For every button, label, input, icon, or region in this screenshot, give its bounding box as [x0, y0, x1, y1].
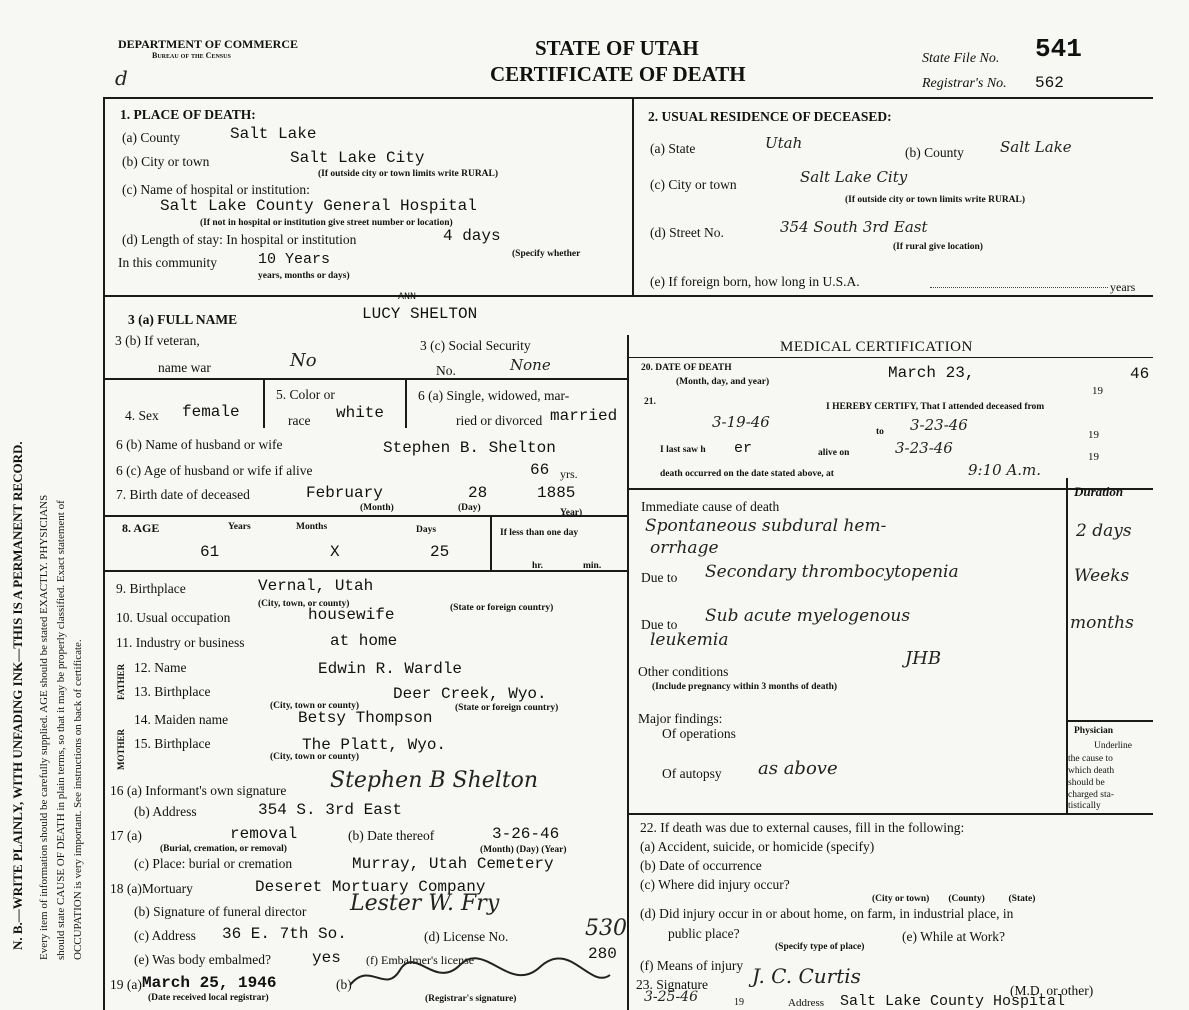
- immediate-cause-value-2: orrhage: [650, 538, 719, 558]
- birth-year-value: 1885: [537, 484, 576, 502]
- corner-mark: d: [115, 66, 128, 90]
- hospital-label: (c) Name of hospital or institution:: [122, 182, 310, 197]
- alive-19: 19: [1088, 451, 1099, 463]
- date-of-death-year: 46: [1130, 365, 1150, 383]
- age-label: 8. AGE: [122, 521, 160, 535]
- county-value: Salt Lake: [230, 125, 317, 143]
- row-border-sex: [103, 378, 627, 380]
- social-no-label: No.: [436, 363, 456, 378]
- age-days-value: 25: [430, 543, 450, 561]
- due-to-1-value: Secondary thrombocytopenia: [705, 562, 959, 582]
- date-of-death-value: March 23,: [888, 364, 975, 382]
- res-city-note: (If outside city or town limits write RURAL): [845, 195, 1026, 205]
- res-city-value: Salt Lake City: [800, 168, 908, 186]
- alive-on-value: 3-23-46: [895, 439, 953, 457]
- physician-note-6: tistically: [1068, 801, 1101, 811]
- mother-side-label: MOTHER: [116, 728, 126, 770]
- where-label: (c) Where did injury occur?: [640, 877, 790, 892]
- place-of-death-heading: 1. PLACE OF DEATH:: [120, 107, 256, 122]
- name-war-value: No: [290, 350, 317, 371]
- attended-to: 3-23-46: [910, 416, 968, 434]
- age-years-col: Years: [228, 522, 251, 532]
- embalmer-label: (f) Embalmer's license: [366, 953, 475, 967]
- place-value: Murray, Utah Cemetery: [352, 855, 554, 873]
- medical-heading: MEDICAL CERTIFICATION: [780, 339, 973, 355]
- informant-signature: Stephen B Shelton: [330, 768, 539, 793]
- of-autopsy-value: as above: [758, 758, 838, 779]
- date-thereof-label: (b) Date thereof: [348, 828, 435, 843]
- registrar-sig-note: (Registrar's signature): [425, 994, 517, 1004]
- birth-month-note: (Month): [360, 503, 394, 513]
- date-of-death-19: 19: [1092, 385, 1103, 397]
- state-title: STATE OF UTAH: [535, 36, 699, 60]
- mortuary-address-value: 36 E. 7th So.: [222, 925, 347, 943]
- home-label: (d) Did injury occur in or about home, on farm, in industrial place, in: [640, 906, 1014, 921]
- res-county-label: (b) County: [905, 145, 964, 160]
- physician-box-top: [1066, 720, 1153, 722]
- state-file-number: 541: [1035, 34, 1082, 64]
- place-label: (c) Place: burial or cremation: [134, 856, 293, 871]
- father-name-value: Edwin R. Wardle: [318, 660, 463, 678]
- disposal-note: (Burial, cremation, or removal): [160, 844, 287, 854]
- mother-birth-value: The Platt, Wyo.: [302, 736, 447, 754]
- physician-box-heading: Physician: [1074, 726, 1114, 736]
- community-value: 10 Years: [258, 251, 331, 268]
- father-name-label: 12. Name: [134, 660, 187, 675]
- medical-heading-line: [627, 357, 1153, 358]
- row-border-external: [627, 813, 1153, 815]
- birth-day-value: 28: [468, 484, 488, 502]
- occurred-label: death occurred on the date stated above, at: [660, 469, 834, 479]
- physician-note-5: charged sta-: [1068, 790, 1114, 800]
- informant-label: 16 (a) Informant's own signature: [110, 783, 287, 798]
- row-border-birthplace: [103, 570, 627, 572]
- certify-number: 21.: [644, 397, 656, 407]
- due-to-2-value-2: leukemia: [650, 630, 729, 650]
- county-label: (a) County: [122, 130, 181, 145]
- received-note: (Date received local registrar): [148, 993, 269, 1003]
- due-to-2-value: Sub acute myelogenous: [705, 606, 911, 626]
- immediate-cause-value: Spontaneous subdural hem-: [645, 516, 887, 536]
- physician-note-2: the cause to: [1068, 754, 1113, 764]
- birth-date-label: 7. Birth date of deceased: [116, 487, 250, 502]
- hr-label: hr.: [532, 561, 544, 571]
- physician-signature: J. C. Curtis: [752, 964, 861, 988]
- attended-19: 19: [1088, 429, 1099, 441]
- color-label: 5. Color or: [276, 387, 335, 402]
- stay-value: 4 days: [443, 227, 501, 245]
- public-place-note: (Specify type of place): [775, 942, 865, 952]
- spouse-age-label: 6 (c) Age of husband or wife if alive: [116, 463, 313, 478]
- department-label: DEPARTMENT OF COMMERCE: [118, 37, 299, 51]
- mother-name-label: 14. Maiden name: [134, 712, 229, 727]
- full-name-value: LUCY SHELTON: [362, 305, 478, 323]
- birthplace-value: Vernal, Utah: [258, 577, 374, 595]
- sex-label: 4. Sex: [125, 408, 159, 423]
- occupation-value: housewife: [308, 606, 395, 624]
- sex-divider: [263, 378, 265, 428]
- mortuary-value: Deseret Mortuary Company: [255, 878, 486, 896]
- name-war-label: name war: [158, 360, 211, 375]
- res-state-label: (a) State: [650, 141, 696, 156]
- instructions-line-3: OCCUPATION is very important. See instructions on back of certificate.: [72, 639, 84, 960]
- community-label: In this community: [118, 255, 217, 270]
- external-causes-label: 22. If death was due to external causes, fill in the following:: [640, 820, 965, 835]
- date-thereof-value: 3-26-46: [492, 825, 560, 843]
- certify-text: I HEREBY CERTIFY, That I attended deceased from: [826, 402, 1045, 412]
- res-foreign-line: [930, 287, 1108, 288]
- section-border: [103, 295, 1153, 297]
- res-foreign-label: (e) If foreign born, how long in U.S.A.: [650, 274, 860, 289]
- physician-note-4: should be: [1068, 778, 1105, 788]
- res-street-value: 354 South 3rd East: [780, 218, 928, 236]
- date-of-death-label: 20. DATE OF DEATH: [641, 363, 732, 373]
- other-conditions-note: (Include pregnancy within 3 months of death): [652, 682, 838, 692]
- age-years-value: 61: [200, 543, 220, 561]
- physician-note-3: which death: [1068, 766, 1115, 776]
- less-day-label: If less than one day: [500, 528, 579, 538]
- due-to-2-duration: months: [1070, 613, 1134, 633]
- sex-value: female: [182, 403, 240, 421]
- age-months-col: Months: [296, 522, 328, 532]
- attended-from: 3-19-46: [712, 413, 770, 431]
- age-divider: [490, 515, 492, 570]
- physician-address-label: Address: [788, 997, 825, 1009]
- birth-month-value: February: [306, 484, 383, 502]
- father-birth-label: 13. Birthplace: [134, 684, 211, 699]
- mortuary-label: 18 (a)Mortuary: [110, 881, 193, 896]
- due-to-2-label: Due to: [641, 617, 678, 632]
- license-value: 530: [585, 916, 627, 941]
- hospital-note: (If not in hospital or institution give street number or location): [200, 218, 453, 228]
- physician-note-1: Underline: [1094, 741, 1132, 751]
- birth-day-note: (Day): [458, 503, 481, 513]
- means-label: (f) Means of injury: [640, 958, 744, 973]
- duration-label: Duration: [1074, 484, 1124, 499]
- of-operations-label: Of operations: [662, 726, 736, 741]
- disposal-value: removal: [230, 825, 298, 843]
- age-days-col: Days: [416, 525, 437, 535]
- other-conditions-label: Other conditions: [638, 664, 729, 679]
- embalmer-value: 280: [588, 945, 617, 963]
- spouse-value: Stephen B. Shelton: [383, 439, 556, 457]
- father-town-note: (City, town or county): [270, 701, 360, 711]
- age-months-value: X: [330, 543, 340, 561]
- of-autopsy-label: Of autopsy: [662, 766, 722, 781]
- md-label: (M.D. or other): [1010, 983, 1094, 998]
- embalmed-value: yes: [312, 949, 341, 967]
- race-divider: [405, 378, 407, 428]
- permanent-record-note: N. B.—WRITE PLAINLY, WITH UNFADING INK—THIS IS A PERMANENT RECORD.: [10, 441, 25, 950]
- alive-on-label: alive on: [818, 448, 850, 458]
- date-of-death-note: (Month, day, and year): [676, 377, 770, 387]
- attended-to-label: to: [876, 427, 884, 437]
- res-city-label: (c) City or town: [650, 177, 737, 192]
- community-note: years, months or days): [258, 271, 350, 281]
- date-thereof-note: (Month) (Day) (Year): [480, 845, 567, 855]
- father-side-label: FATHER: [116, 663, 126, 700]
- city-label: (b) City or town: [122, 154, 210, 169]
- last-saw-value: er: [734, 440, 753, 457]
- birthplace-note-2: (State or foreign country): [450, 603, 554, 613]
- min-label: min.: [583, 561, 602, 571]
- occupation-label: 10. Usual occupation: [116, 610, 231, 625]
- instructions-line-1: Every item of information should be carefully supplied. AGE should be stated EXACTLY. PHYSICIANS: [38, 494, 50, 960]
- specify-note: (Specify whether: [512, 249, 581, 259]
- marital-label-2: ried or divorced: [456, 413, 543, 428]
- disposal-label: 17 (a): [110, 828, 142, 843]
- birth-year-note: Year): [560, 508, 583, 518]
- medical-divider: [627, 335, 629, 1010]
- due-to-1-label: Due to: [641, 570, 678, 585]
- res-state-value: Utah: [765, 134, 803, 152]
- while-at-work-label: (e) While at Work?: [902, 929, 1005, 944]
- state-file-label: State File No.: [922, 51, 1000, 66]
- occurred-value: 9:10 A.m.: [968, 461, 1042, 479]
- physician-initials: JHB: [905, 648, 942, 669]
- industry-label: 11. Industry or business: [116, 635, 245, 650]
- yrs-label: yrs.: [560, 467, 578, 481]
- certificate-title: CERTIFICATE OF DEATH: [490, 62, 746, 86]
- hospital-value: Salt Lake County General Hospital: [160, 197, 477, 215]
- received-value: March 25, 1946: [142, 974, 277, 992]
- race-value: white: [336, 404, 385, 422]
- mortuary-address-label: (c) Address: [134, 928, 196, 943]
- mother-birth-label: 15. Birthplace: [134, 736, 211, 751]
- industry-value: at home: [330, 632, 398, 650]
- due-to-1-duration: Weeks: [1074, 566, 1130, 586]
- occurrence-label: (b) Date of occurrence: [640, 858, 762, 873]
- immediate-duration: 2 days: [1076, 521, 1132, 541]
- where-note: (City or town) (County) (State): [872, 894, 1036, 904]
- accident-label: (a) Accident, suicide, or homicide (specify): [640, 839, 875, 854]
- registrar-number: 562: [1035, 74, 1064, 92]
- registrar-signature-scribble: [340, 955, 620, 1000]
- signature-label: 23. Signature: [636, 977, 708, 992]
- full-name-label: 3 (a) FULL NAME: [128, 312, 238, 327]
- city-value: Salt Lake City: [290, 149, 425, 167]
- license-label: (d) License No.: [424, 929, 509, 944]
- spouse-age-value: 66: [530, 461, 550, 479]
- top-border: [103, 97, 1153, 99]
- bureau-label: Bureau of the Census: [152, 51, 231, 60]
- birthplace-note-1: (City, town, or county): [258, 599, 350, 609]
- registrar-sig-label: (b): [336, 977, 352, 992]
- signature-date: 3-25-46: [644, 989, 698, 1005]
- veteran-label: 3 (b) If veteran,: [115, 333, 200, 348]
- director-signature: Lester W. Fry: [350, 891, 500, 916]
- city-note: (If outside city or town limits write RURAL): [318, 169, 499, 179]
- embalmed-label: (e) Was body embalmed?: [134, 952, 271, 967]
- signature-19: 19: [734, 997, 744, 1008]
- top-divider: [632, 97, 634, 297]
- social-no-value: None: [510, 356, 551, 374]
- father-state-note: (State or foreign country): [455, 703, 559, 713]
- left-border: [103, 97, 105, 1010]
- social-security-label: 3 (c) Social Security: [420, 338, 531, 353]
- immediate-cause-label: Immediate cause of death: [641, 499, 780, 514]
- marital-label: 6 (a) Single, widowed, mar-: [418, 388, 570, 403]
- residence-heading: 2. USUAL RESIDENCE OF DECEASED:: [648, 109, 892, 124]
- public-place-label: public place?: [668, 926, 740, 941]
- father-birth-value: Deer Creek, Wyo.: [393, 685, 547, 703]
- physician-address-value: Salt Lake County Hospital: [840, 993, 1066, 1010]
- last-saw-label: I last saw h: [660, 445, 706, 455]
- birthplace-label: 9. Birthplace: [116, 581, 186, 596]
- mother-name-value: Betsy Thompson: [298, 709, 433, 727]
- instructions-line-2: should state CAUSE OF DEATH in plain terms, so that it may be properly classified. Exact statement of: [55, 500, 67, 960]
- res-street-label: (d) Street No.: [650, 225, 724, 240]
- mother-town-note: (City, town or county): [270, 752, 360, 762]
- major-findings-label: Major findings:: [638, 711, 723, 726]
- informant-address-label: (b) Address: [134, 804, 197, 819]
- res-street-note: (If rural give location): [893, 242, 983, 252]
- race-label: race: [288, 413, 311, 428]
- full-name-insert: ANN: [398, 292, 417, 303]
- marital-value: married: [550, 407, 618, 425]
- registrar-number-label: Registrar's No.: [922, 76, 1007, 91]
- res-years-label: years: [1110, 280, 1136, 294]
- stay-label: (d) Length of stay: In hospital or institution: [122, 232, 357, 247]
- informant-address-value: 354 S. 3rd East: [258, 801, 403, 819]
- spouse-label: 6 (b) Name of husband or wife: [116, 437, 283, 452]
- received-label: 19 (a): [110, 977, 142, 992]
- row-border-age: [103, 515, 627, 517]
- res-county-value: Salt Lake: [1000, 138, 1072, 156]
- director-label: (b) Signature of funeral director: [134, 904, 307, 919]
